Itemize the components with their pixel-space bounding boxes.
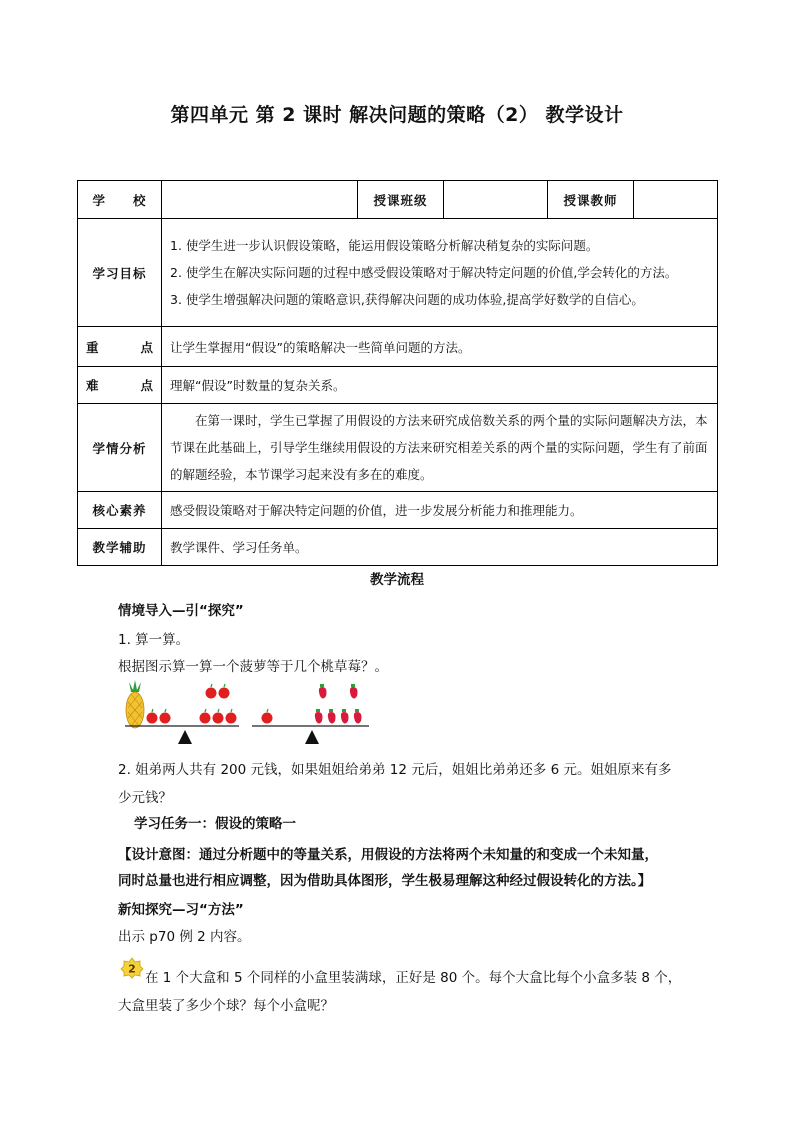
class-label: 授课班级 bbox=[358, 181, 444, 219]
literacy-value: 感受假设策略对于解决特定问题的价值，进一步发展分析能力和推理能力。 bbox=[162, 492, 718, 529]
example-number-badge bbox=[120, 957, 144, 979]
teacher-value bbox=[634, 181, 718, 219]
intro-heading: 情境导入—引“探究” bbox=[118, 603, 244, 619]
goal-item: 1. 使学生进一步认识假设策略，能运用假设策略分析解决稍复杂的实际问题。 bbox=[170, 238, 599, 253]
apple-icon bbox=[262, 713, 273, 724]
explore-heading: 新知探究—习“方法” bbox=[118, 902, 244, 918]
show-example-text: 出示 p70 例 2 内容。 bbox=[118, 929, 251, 945]
apple-icon bbox=[200, 688, 237, 724]
key-point-value: 让学生掌握用“假设”的策略解决一些简单问题的方法。 bbox=[162, 327, 718, 367]
apple-icon bbox=[147, 713, 171, 724]
scale-fulcrum bbox=[178, 730, 192, 744]
section-title: 教学流程 bbox=[370, 572, 424, 588]
aids-label: 教学辅助 bbox=[78, 529, 162, 566]
balance-scale-illustration bbox=[125, 680, 375, 755]
goal-item: 3. 使学生增强解决问题的策略意识,获得解决问题的成功体验,提高学好数学的自信心。 bbox=[170, 292, 644, 307]
school-label: 学 校 bbox=[78, 181, 162, 219]
lesson-info-table bbox=[77, 180, 718, 566]
item2-line2: 少元钱？ bbox=[118, 790, 172, 806]
pineapple-icon bbox=[126, 680, 144, 728]
literacy-label: 核心素养 bbox=[78, 492, 162, 529]
class-value bbox=[444, 181, 548, 219]
task1-heading: 学习任务一：假设的策略一 bbox=[134, 816, 296, 832]
goals-cell bbox=[162, 219, 718, 327]
scale-fulcrum bbox=[305, 730, 319, 744]
aids-value: 教学课件、学习任务单。 bbox=[162, 529, 718, 566]
difficulty-label: 难 点 bbox=[78, 367, 162, 404]
key-point-label: 重 点 bbox=[78, 327, 162, 367]
example-line2: 大盒里装了多少个球？每个小盒呢？ bbox=[118, 998, 334, 1014]
difficulty-value: 理解“假设”时数量的复杂关系。 bbox=[162, 367, 718, 404]
item2-line1: 2. 姐弟两人共有 200 元钱，如果姐姐给弟弟 12 元后，姐姐比弟弟还多 6 元。姐姐原来有多 bbox=[118, 762, 672, 778]
design-intent-line2: 同时总量也进行相应调整，因为借助具体图形，学生极易理解这种经过假设转化的方法。】 bbox=[118, 873, 652, 889]
analysis-value: 在第一课时，学生已掌握了用假设的方法来研究成倍数关系的两个量的实际问题解决方法，本节课在此基础上，引导学生继续用假设的方法来研究相差关系的两个量的实际问题，学生有了前面的解题经验，本节课学习起来没有多在的难度。 bbox=[162, 404, 718, 492]
teacher-label: 授课教师 bbox=[548, 181, 634, 219]
analysis-label: 学情分析 bbox=[78, 404, 162, 492]
design-intent-line1: 【设计意图：通过分析题中的等量关系，用假设的方法将两个未知量的和变成一个未知量， bbox=[118, 847, 658, 863]
item1-text: 1. 算一算。 bbox=[118, 632, 190, 648]
example-number: 2 bbox=[128, 962, 136, 976]
goal-item: 2. 使学生在解决实际问题的过程中感受假设策略对于解决特定问题的价值,学会转化的方法。 bbox=[170, 265, 678, 280]
goals-label: 学习目标 bbox=[78, 219, 162, 327]
strawberry-icon bbox=[315, 687, 362, 724]
school-value bbox=[162, 181, 358, 219]
example-line1: 在 1 个大盒和 5 个同样的小盒里装满球，正好是 80 个。每个大盒比每个小盒多装 8 个， bbox=[145, 970, 682, 986]
item1-desc: 根据图示算一算一个菠萝等于几个桃草莓？。 bbox=[118, 659, 388, 675]
page-title: 第四单元 第 2 课时 解决问题的策略（2） 教学设计 bbox=[170, 104, 624, 126]
